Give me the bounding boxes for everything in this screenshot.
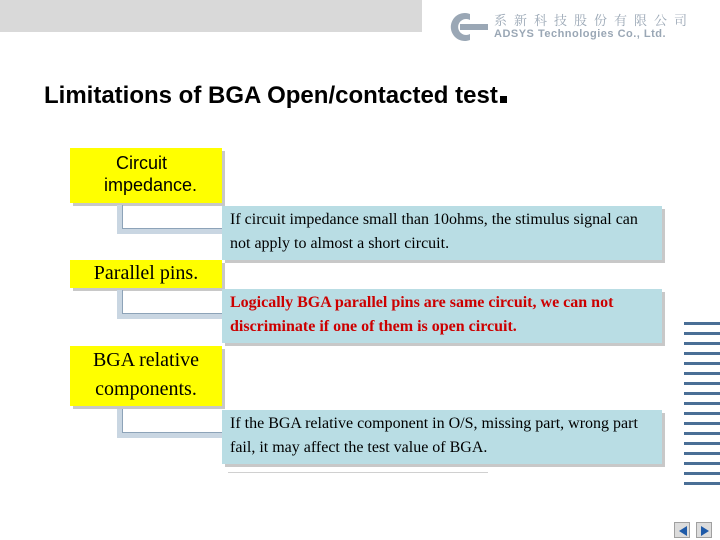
next-slide-button[interactable] — [696, 522, 712, 538]
limitation-description-parallel-pins: Logically BGA parallel pins are same circuit, we can not discriminate if one of them is open circuit. — [222, 289, 662, 343]
previous-slide-button[interactable] — [674, 522, 690, 538]
limitation-label-line1: Circuit — [116, 153, 168, 173]
limitation-label-line2: components. — [95, 378, 197, 400]
page-title — [44, 82, 507, 110]
limitation-label-parallel-pins: Parallel pins. — [70, 260, 222, 288]
arrow-right-icon — [699, 525, 711, 537]
company-logo — [440, 8, 710, 44]
limitation-label-line1: BGA relative — [92, 349, 200, 371]
connector-line — [117, 409, 228, 438]
limitation-label-circuit-impedance — [70, 148, 222, 203]
company-name-en: ADSYS Technologies Co., Ltd. — [494, 28, 667, 40]
limitation-label-bga-components — [70, 346, 222, 406]
title-bullet — [500, 96, 507, 103]
arrow-left-icon — [677, 525, 689, 537]
limitation-description-circuit-impedance: If circuit impedance small than 10ohms, the stimulus signal can not apply to almost a short circuit. — [222, 206, 662, 260]
decorative-stripes — [684, 322, 720, 494]
company-logo-icon — [440, 10, 490, 44]
divider-line — [228, 472, 488, 473]
limitation-description-bga-components: If the BGA relative component in O/S, missing part, wrong part fail, it may affect the test value of BGA. — [222, 410, 662, 464]
limitation-label-line2: impedance. — [104, 175, 198, 195]
page-title-text: Limitations of BGA Open/contacted test — [44, 82, 498, 109]
company-name-cn: 系新科技股份有限公司 — [494, 14, 695, 29]
connector-line — [117, 290, 228, 319]
connector-line — [117, 205, 228, 234]
top-bar — [0, 0, 422, 32]
